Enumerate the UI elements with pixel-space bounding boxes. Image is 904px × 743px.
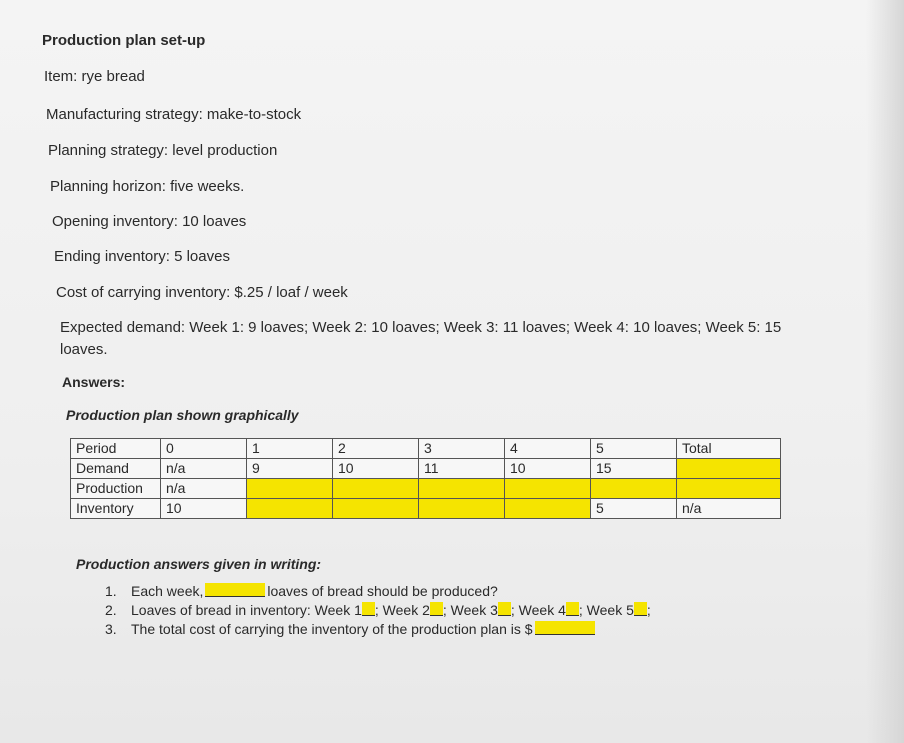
table-cell: 11: [419, 459, 505, 479]
answers-heading: Answers:: [62, 374, 126, 390]
answer-cell[interactable]: [591, 479, 677, 499]
answer-blank[interactable]: [362, 602, 375, 616]
inventory-row: [71, 499, 781, 519]
question-text: ;: [646, 602, 651, 618]
writing-heading: Production answers given in writing:: [76, 556, 322, 572]
answer-blank[interactable]: [634, 602, 647, 616]
item-line: Item: rye bread: [44, 68, 145, 85]
opening-inventory-line: Opening inventory: 10 loaves: [52, 213, 247, 230]
answer-blank[interactable]: [205, 583, 265, 597]
question-text: ; Week 2: [374, 602, 430, 618]
ending-inventory-line: Ending inventory: 5 loaves: [54, 248, 230, 265]
question-1: [105, 582, 651, 601]
answer-blank[interactable]: [535, 621, 595, 635]
question-number: 1.: [105, 583, 117, 599]
table-cell: 9: [247, 459, 333, 479]
question-text: ; Week 4: [510, 602, 566, 618]
table-cell: 10: [505, 459, 591, 479]
table-cell: n/a: [161, 479, 247, 499]
row-header: Production: [71, 479, 161, 499]
period-row: [71, 439, 781, 459]
table-cell: 0: [161, 439, 247, 459]
answer-cell[interactable]: [333, 499, 419, 519]
table-cell: 4: [505, 439, 591, 459]
answer-cell[interactable]: [505, 499, 591, 519]
answer-cell[interactable]: [247, 499, 333, 519]
table-cell: n/a: [161, 459, 247, 479]
table-cell: 10: [161, 499, 247, 519]
question-text: ; Week 5: [578, 602, 634, 618]
answer-blank[interactable]: [498, 602, 511, 616]
row-header: Period: [71, 439, 161, 459]
answer-blank[interactable]: [566, 602, 579, 616]
planning-strategy-line: Planning strategy: level production: [48, 142, 278, 159]
table-cell: 5: [591, 499, 677, 519]
question-text: loaves of bread should be produced?: [267, 583, 498, 599]
carrying-cost-line: Cost of carrying inventory: $.25 / loaf / week: [56, 284, 348, 301]
demand-total-answer-cell[interactable]: [677, 459, 781, 479]
answer-cell[interactable]: [333, 479, 419, 499]
question-2: [105, 601, 651, 620]
production-total-answer-cell[interactable]: [677, 479, 781, 499]
answer-blank[interactable]: [430, 602, 443, 616]
answer-cell[interactable]: [419, 499, 505, 519]
page-title: Production plan set-up: [42, 32, 206, 49]
table-cell: 15: [591, 459, 677, 479]
question-number: 3.: [105, 621, 117, 637]
answer-cell[interactable]: [505, 479, 591, 499]
question-text: Each week,: [131, 583, 204, 599]
table-cell: Total: [677, 439, 781, 459]
question-text: Loaves of bread in inventory: Week 1: [131, 602, 362, 618]
production-plan-table: [70, 438, 781, 519]
graph-heading: Production plan shown graphically: [66, 407, 299, 423]
question-text: The total cost of carrying the inventory of the production plan is $: [131, 621, 533, 637]
row-header: Inventory: [71, 499, 161, 519]
manufacturing-strategy-line: Manufacturing strategy: make-to-stock: [46, 106, 302, 123]
demand-row: [71, 459, 781, 479]
question-text: ; Week 3: [442, 602, 498, 618]
question-3: [105, 620, 651, 639]
answer-cell[interactable]: [247, 479, 333, 499]
table-cell: n/a: [677, 499, 781, 519]
answer-cell[interactable]: [419, 479, 505, 499]
questions-list: [105, 582, 651, 639]
table-cell: 2: [333, 439, 419, 459]
table-cell: 10: [333, 459, 419, 479]
table-cell: 3: [419, 439, 505, 459]
expected-demand-paragraph: Expected demand: Week 1: 9 loaves; Week 2: 10 loaves; Week 3: 11 loaves; Week 4: 10 loaves; Week 5: 15 loaves.: [60, 319, 782, 358]
planning-horizon-line: Planning horizon: five weeks.: [50, 178, 245, 195]
question-number: 2.: [105, 602, 117, 618]
page-edge-shadow: [866, 0, 904, 743]
table-cell: 1: [247, 439, 333, 459]
table-cell: 5: [591, 439, 677, 459]
production-row: [71, 479, 781, 499]
row-header: Demand: [71, 459, 161, 479]
